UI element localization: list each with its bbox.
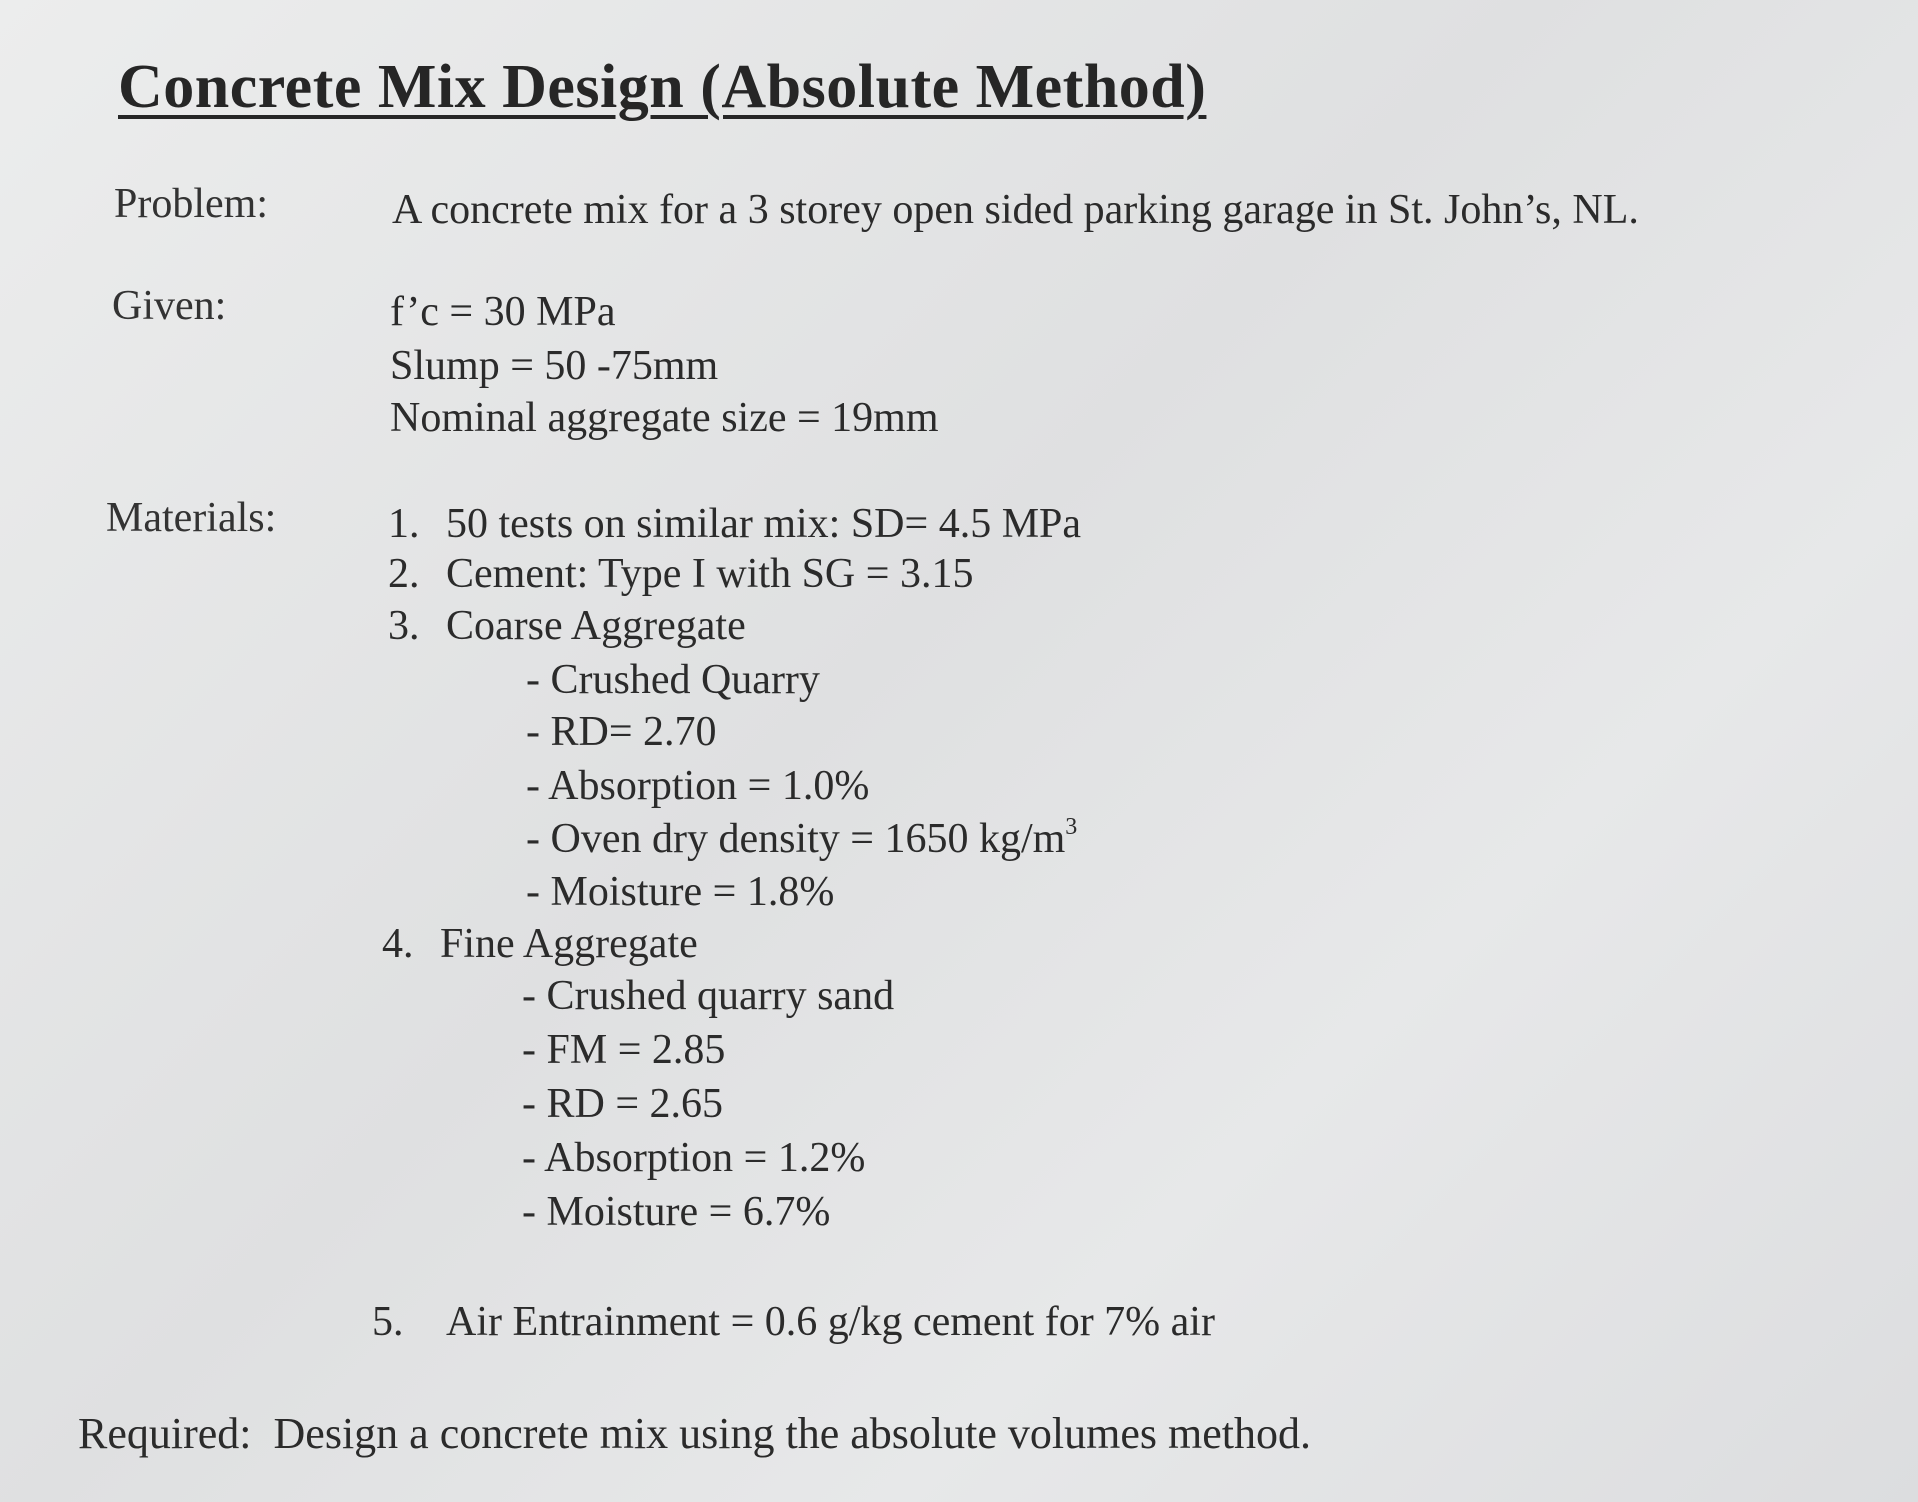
given-aggregate-size: Nominal aggregate size = 19mm <box>390 395 939 441</box>
cubed-superscript: 3 <box>1065 814 1078 840</box>
item-number: 2. <box>388 551 420 597</box>
fine-sub-1: - Crushed quarry sand <box>522 973 895 1019</box>
coarse-sub-2: - RD= 2.70 <box>526 709 717 755</box>
material-item-5 <box>372 1298 1215 1346</box>
material-item-1 <box>388 500 1081 548</box>
fine-sub-2: - FM = 2.85 <box>522 1027 726 1073</box>
coarse-sub-4-text: - Oven dry density = 1650 kg/m <box>526 816 1066 862</box>
required-label: Required: <box>78 1409 252 1458</box>
item-text: Coarse Aggregate <box>446 603 746 649</box>
coarse-sub-1: - Crushed Quarry <box>526 657 820 703</box>
coarse-sub-5: - Moisture = 1.8% <box>526 869 835 915</box>
material-item-3 <box>388 602 746 650</box>
material-item-4 <box>382 920 698 968</box>
given-fc: f’c = 30 MPa <box>390 289 616 335</box>
coarse-sub-4 <box>526 814 1077 863</box>
document-title: Concrete Mix Design (Absolute Method) <box>118 53 1207 121</box>
item-text: Fine Aggregate <box>440 921 698 967</box>
fine-sub-5: - Moisture = 6.7% <box>522 1189 831 1235</box>
item-number: 1. <box>388 501 420 547</box>
fine-sub-3: - RD = 2.65 <box>522 1081 724 1127</box>
item-text: Cement: Type I with SG = 3.15 <box>446 551 974 597</box>
item-text: 50 tests on similar mix: SD= 4.5 MPa <box>446 501 1082 547</box>
item-number: 4. <box>382 921 414 967</box>
given-slump: Slump = 50 -75mm <box>390 343 719 389</box>
item-number: 5. <box>372 1299 404 1345</box>
materials-label: Materials: <box>106 495 277 541</box>
fine-sub-4: - Absorption = 1.2% <box>522 1135 866 1181</box>
required-line <box>78 1408 1311 1459</box>
material-item-2 <box>388 550 973 598</box>
coarse-sub-3: - Absorption = 1.0% <box>526 763 870 809</box>
problem-text: A concrete mix for a 3 storey open sided parking garage in St. John’s, NL. <box>392 187 1639 233</box>
problem-label: Problem: <box>114 181 268 227</box>
item-text: Air Entrainment = 0.6 g/kg cement for 7% air <box>446 1299 1215 1345</box>
item-number: 3. <box>388 603 420 649</box>
given-label: Given: <box>112 283 227 329</box>
required-text: Design a concrete mix using the absolute volumes method. <box>273 1409 1311 1458</box>
